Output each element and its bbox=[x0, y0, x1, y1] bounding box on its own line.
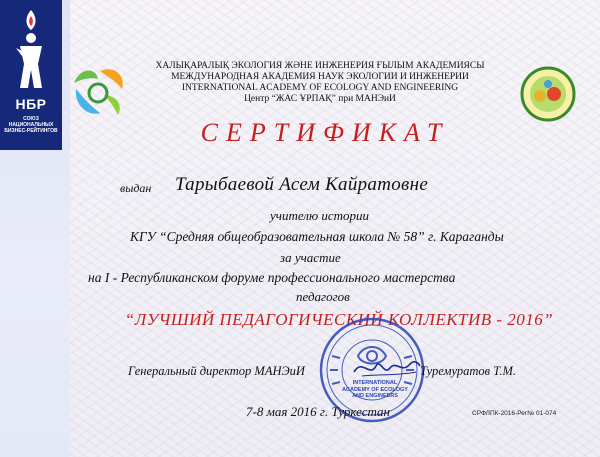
academy-emblem-icon bbox=[520, 66, 576, 122]
header-line-center: Центр “ЖАС ҰРПАҚ” при МАНЭиИ bbox=[244, 94, 396, 104]
school-name: КГУ “Средняя общеобразовательная школа № 58” г. Караганды bbox=[130, 229, 504, 244]
participation-label: за участие bbox=[280, 250, 341, 265]
registration-number: СРФЛПК-2016-Рег№ 01-074 bbox=[472, 410, 557, 417]
slogan: “ЛУЧШИЙ ПЕДАГОГИЧЕСКИЙ КОЛЛЕКТИВ - 2016” bbox=[124, 310, 554, 329]
eco-leaf-logo-icon bbox=[70, 65, 128, 119]
torch-figure-icon bbox=[12, 8, 50, 94]
date-place: 7-8 мая 2016 г. Туркестан bbox=[246, 404, 390, 419]
stamp-text: INTERNATIONAL ACADEMY OF ECOLOGY AND ENGINEERS bbox=[342, 380, 408, 399]
handwritten-signature bbox=[352, 352, 422, 382]
event-line-2: педагогов bbox=[296, 289, 350, 304]
issued-label: выдан bbox=[120, 181, 152, 195]
recipient-position: учителю истории bbox=[270, 208, 370, 223]
nbr-badge bbox=[0, 0, 62, 150]
certificate-title: СЕРТИФИКАТ bbox=[200, 118, 450, 147]
badge-word: НБР bbox=[15, 96, 47, 112]
signatory-role: Генеральный директор МАНЭиИ bbox=[128, 364, 305, 378]
header-line-kz: ХАЛЫҚАРАЛЫҚ ЭКОЛОГИЯ ЖӘНЕ ИНЖЕНЕРИЯ ҒЫЛЫМ АКАДЕМИЯСЫ bbox=[155, 61, 485, 71]
header-line-ru: МЕЖДУНАРОДНАЯ АКАДЕМИЯ НАУК ЭКОЛОГИИ И ИНЖЕНЕРИИ bbox=[171, 72, 469, 82]
header-line-en: INTERNATIONAL ACADEMY OF ECOLOGY AND ENGINEERING bbox=[181, 83, 459, 93]
badge-subtitle: СОЮЗ НАЦИОНАЛЬНЫХ БИЗНЕС-РЕЙТИНГОВ bbox=[4, 116, 58, 134]
event-line: на I - Республиканском форуме профессионального мастерства bbox=[88, 270, 456, 285]
signatory-name: Туремуратов Т.М. bbox=[420, 364, 517, 378]
header-block bbox=[130, 61, 510, 105]
recipient-name: Тарыбаевой Асем Кайратовне bbox=[175, 174, 429, 195]
